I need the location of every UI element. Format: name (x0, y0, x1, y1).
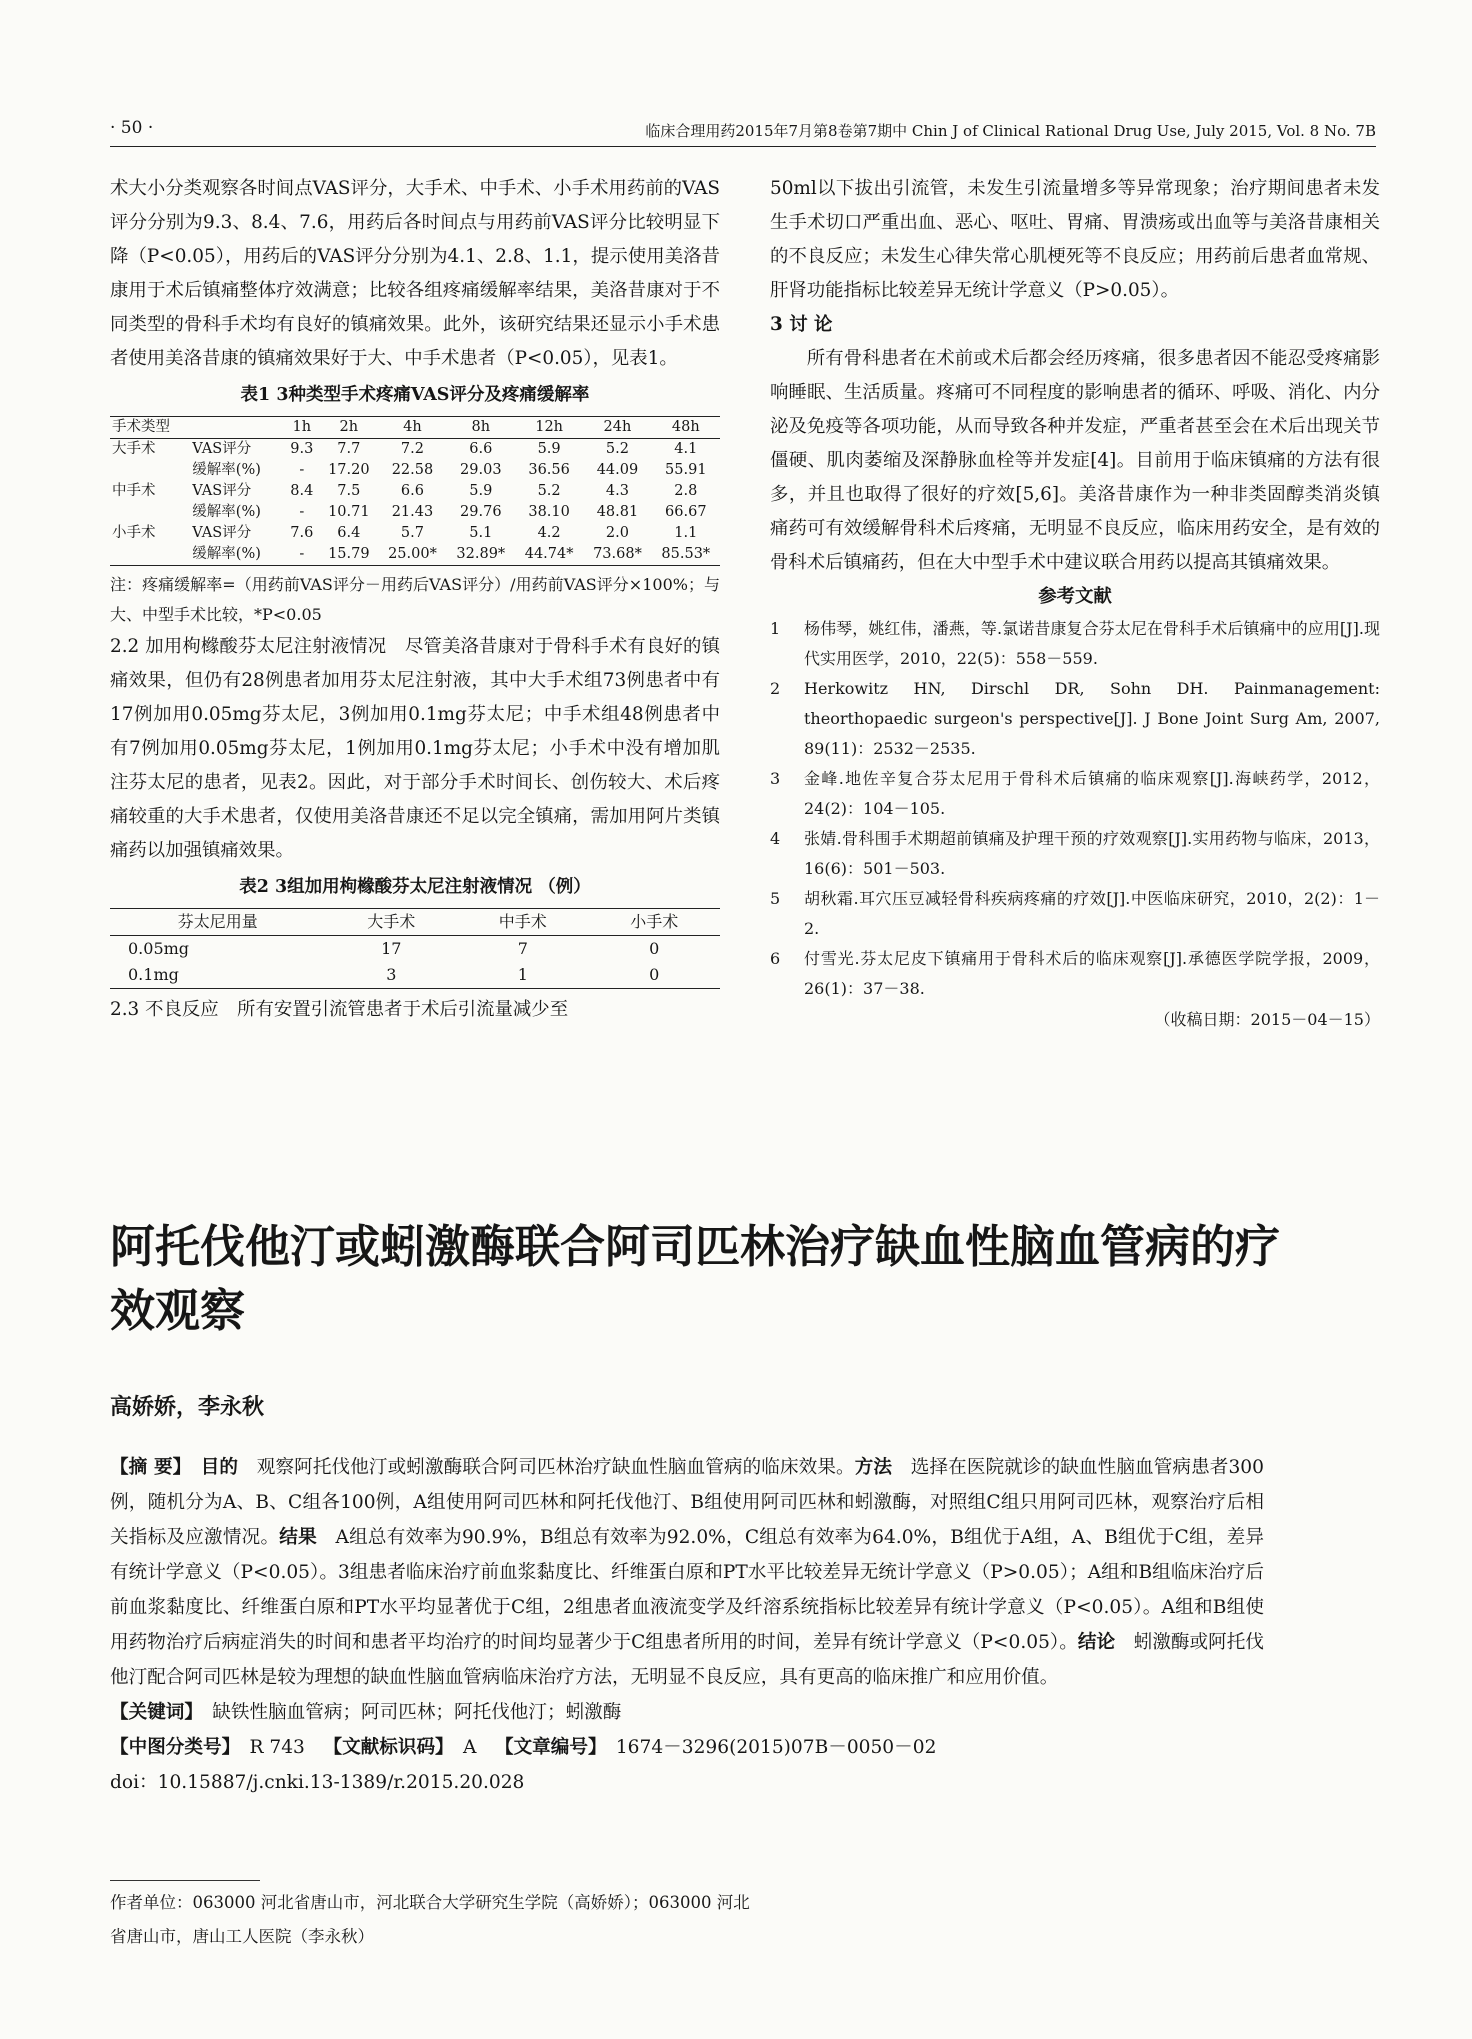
table-cell: 55.91 (665, 462, 707, 478)
table-cell: 5.2 (605, 441, 629, 457)
table-cell: 44.09 (596, 462, 639, 478)
table1-caption: 表1 3种类型手术疼痛VAS评分及疼痛缓解率 (240, 385, 590, 405)
keywords-text: 缺铁性脑血管病；阿司匹林；阿托伐他汀；蚓激酶 (212, 1702, 622, 1723)
method-text: 选择在医院就诊的缺血性脑血管病患者300例，随机分为A、B、C组各100例，A组使用阿司匹林和阿托伐他汀、B组使用阿司匹林和蚓激酶，对照组C组只用阿司匹林，观察治疗后相关指标及应激情况。 (110, 1457, 1264, 1548)
table-row (110, 502, 720, 523)
section-heading: 2.2 加用枸橼酸芬太尼注射液情况 (110, 636, 387, 657)
table-cell: 29.76 (460, 504, 502, 520)
table-cell: 36.56 (528, 462, 570, 478)
received-date: （收稿日期：2015－04－15） (1154, 1010, 1380, 1029)
reference-text: Herkowitz HN, Dirschl DR, Sohn DH. Painmanagement: theorthopaedic surgeon's perspective[J]. J Bone Joint Surg Am, 2007, 89(11)：2532－2535. (804, 679, 1380, 758)
table-cell: 缓解率(%) (192, 504, 261, 520)
table-cell: 8.4 (290, 483, 314, 499)
artno-value: 1674－3296(2015)07B－0050－02 (615, 1737, 937, 1758)
col-header: 大手术 (326, 909, 457, 936)
table-cell: 48.81 (596, 504, 639, 520)
table-cell: 3 (386, 965, 397, 984)
table2 (110, 908, 720, 989)
table-cell: 73.68* (593, 546, 642, 562)
table-cell (110, 460, 190, 481)
col-header: 中手术 (457, 909, 588, 936)
table-cell: 44.74* (524, 546, 574, 562)
table-cell: 4.3 (605, 483, 629, 499)
table-cell: 4.1 (674, 441, 698, 457)
reference-number: 2 (770, 679, 781, 698)
keywords-label: 【关键词】 (110, 1702, 203, 1723)
col-header: 12h (515, 417, 583, 439)
table1-note: 注：疼痛缓解率=（用药前VAS评分－用药后VAS评分）/用药前VAS评分×100%；与大、中型手术比较，*P<0.05 (110, 575, 720, 624)
table-cell (110, 544, 190, 566)
table2-header-row (110, 909, 720, 936)
article-title: 阿托伐他汀或蚓激酶联合阿司匹林治疗缺血性脑血管病的疗效观察 (110, 1220, 1281, 1337)
abstract-block (110, 1450, 1264, 1800)
author-affiliation: 作者单位：063000 河北省唐山市，河北联合大学研究生学院（高娇娇）；063000 河北省唐山市，唐山工人医院（李永秋） (110, 1893, 750, 1946)
section-2-2 (110, 630, 720, 868)
table-cell: 4.2 (537, 525, 561, 541)
table-cell: 22.58 (391, 462, 434, 478)
table-cell: 7.5 (337, 483, 361, 499)
reference-item (770, 764, 1380, 824)
reference-text: 付雪光.芬太尼皮下镇痛用于骨科术后的临床观察[J].承德医学院学报，2009，26(1)：37－38. (804, 949, 1380, 998)
table-cell: 2.8 (674, 483, 698, 499)
reference-item (770, 944, 1380, 1004)
table-row (110, 460, 720, 481)
table-cell: 7.7 (337, 441, 361, 457)
reference-text: 杨伟琴，姚红伟，潘燕，等.氯诺昔康复合芬太尼在骨科手术后镇痛中的应用[J].现代实用医学，2010，22(5)：558－559. (804, 619, 1380, 668)
reference-text: 金峰.地佐辛复合芬太尼用于骨科术后镇痛的临床观察[J].海峡药学，2012，24(2)：104－105. (804, 769, 1380, 818)
table1-header-row (110, 417, 720, 439)
table-cell: 5.2 (537, 483, 561, 499)
table-cell: 小手术 (112, 525, 156, 541)
objective-text: 观察阿托伐他汀或蚓激酶联合阿司匹林治疗缺血性脑血管病的临床效果。 (256, 1457, 855, 1478)
table-cell: 29.03 (460, 462, 502, 478)
section-heading: 2.3 不良反应 (110, 999, 219, 1020)
abstract-label: 【摘 要】 (110, 1457, 192, 1478)
objective-label: 目的 (200, 1457, 239, 1478)
classification (110, 1730, 1264, 1765)
table-cell: VAS评分 (192, 525, 252, 541)
reference-item (770, 824, 1380, 884)
table-cell: - (299, 546, 305, 562)
col-header: 手术类型 (110, 417, 190, 439)
col-header: 2h (319, 417, 378, 439)
table-cell: 5.9 (537, 441, 561, 457)
table-cell: 7.2 (400, 441, 424, 457)
reference-number: 6 (770, 949, 781, 968)
clc-value: R 743 (249, 1737, 305, 1758)
table-cell: 0 (649, 939, 660, 958)
table-cell: 缓解率(%) (192, 462, 261, 478)
table-cell (110, 502, 190, 523)
table-row (110, 936, 720, 963)
section-text: 尽管美洛昔康对于骨科手术有良好的镇痛效果，但仍有28例患者加用芬太尼注射液，其中大手术组73例患者中有17例加用0.05mg芬太尼，3例加用0.1mg芬太尼；中手术组48例患者中有7例加用0.05mg芬太尼，1例加用0.1mg芬太尼；小手术中没有增加肌注芬太尼的患者，见表2。因此，对于部分手术时间长、创伤较大、术后疼痛较重的大手术患者，仅使用美洛昔康还不足以完全镇痛，需加用阿片类镇痛药以加强镇痛效果。 (110, 636, 720, 861)
table-cell: 5.1 (469, 525, 493, 541)
abstract (110, 1450, 1264, 1695)
table-cell: 21.43 (391, 504, 434, 520)
table-cell: 15.79 (328, 546, 370, 562)
conclusion-label: 结论 (1077, 1632, 1116, 1653)
discussion-text: 所有骨科患者在术前或术后都会经历疼痛，很多患者因不能忍受疼痛影响睡眠、生活质量。疼痛可不同程度的影响患者的循环、呼吸、消化、内分泌及免疫等各项功能，从而导致各种并发症，严重者甚至会在术后出现关节僵硬、肌肉萎缩及深静脉血栓等并发症[4]。目前用于临床镇痛的方法有很多，并且也取得了很好的疗效[5,6]。美洛昔康作为一种非类固醇类消炎镇痛药可有效缓解骨科术后疼痛，无明显不良反应，临床用药安全，是有效的骨科术后镇痛药，但在大中型手术中建议联合用药以提高其镇痛效果。 (770, 348, 1380, 573)
reference-number: 1 (770, 619, 781, 638)
table-cell: - (299, 462, 305, 478)
col-header (190, 417, 284, 439)
doi: doi：10.15887/j.cnki.13-1389/r.2015.20.028 (110, 1772, 525, 1793)
table-cell: 缓解率(%) (192, 546, 261, 562)
artno-label: 【文章编号】 (494, 1737, 607, 1758)
table-cell: 85.53* (661, 546, 711, 562)
reference-number: 5 (770, 889, 781, 908)
paragraph: 50ml以下拔出引流管，未发生引流量增多等异常现象；治疗期间患者未发生手术切口严重出血、恶心、呕吐、胃痛、胃溃疡或出血等与美洛昔康相关的不良反应；未发生心律失常心肌梗死等不良反应；用药前后患者血常规、肝肾功能指标比较差异无统计学意义（P>0.05）。 (770, 178, 1380, 301)
references-heading: 参考文献 (1038, 586, 1112, 607)
table-cell: 中手术 (112, 483, 156, 499)
reference-number: 4 (770, 829, 781, 848)
table-cell: 17 (381, 939, 402, 958)
table-cell: VAS评分 (192, 483, 252, 499)
table-cell: 1.1 (674, 525, 698, 541)
table-cell: 7.6 (290, 525, 314, 541)
table1 (110, 416, 720, 566)
reference-item (770, 614, 1380, 674)
table-cell: 大手术 (112, 441, 156, 457)
reference-item (770, 884, 1380, 944)
running-header (110, 118, 1376, 147)
table-row (110, 439, 720, 461)
doccode-label: 【文献标识码】 (323, 1737, 454, 1758)
table-cell: 6.6 (469, 441, 493, 457)
table-row (110, 962, 720, 989)
table-cell: 1 (517, 965, 528, 984)
result-text: A组总有效率为90.9%，B组总有效率为92.0%，C组总有效率为64.0%，B组优于A组，A、B组优于C组，差异有统计学意义（P<0.05）。3组患者临床治疗前血浆黏度比、纤维蛋白原和PT水平比较差异无统计学意义（P>0.05）；A组和B组临床治疗后前血浆黏度比、纤维蛋白原和PT水平均显著优于C组，2组患者血液流变学及纤溶系统指标比较差异有统计学意义（P<0.05）。A组和B组使用药物治疗后病症消失的时间和患者平均治疗的时间均显著少于C组患者所用的时间，差异有统计学意义（P<0.05）。 (110, 1527, 1264, 1653)
table-cell: VAS评分 (192, 441, 252, 457)
table-row (110, 481, 720, 502)
table-cell: 0.05mg (128, 939, 190, 958)
col-header: 24h (583, 417, 651, 439)
table-cell: 0.1mg (128, 965, 179, 984)
table-cell: 6.6 (400, 483, 424, 499)
method-label: 方法 (854, 1457, 893, 1478)
section-heading-discussion: 3 讨 论 (770, 314, 833, 335)
journal-citation: 临床合理用药2015年7月第8卷第7期中 Chin J of Clinical Rational Drug Use, July 2015, Vol. 8 No. 7B (645, 122, 1376, 140)
table-cell: 5.9 (469, 483, 493, 499)
reference-item (770, 674, 1380, 764)
keywords (110, 1695, 1264, 1730)
col-header: 芬太尼用量 (110, 909, 326, 936)
table-cell: 7 (517, 939, 528, 958)
col-header: 小手术 (589, 909, 720, 936)
page-number: · 50 · (110, 118, 154, 138)
clc-label: 【中图分类号】 (110, 1737, 241, 1758)
table-cell: - (299, 504, 305, 520)
paragraph: 术大小分类观察各时间点VAS评分，大手术、中手术、小手术用药前的VAS评分分别为9.3、8.4、7.6，用药后各时间点与用药前VAS评分比较明显下降（P<0.05），用药后的VAS评分分别为4.1、2.8、1.1，提示使用美洛昔康用于术后镇痛整体疗效满意；比较各组疼痛缓解率结果，美洛昔康对于不同类型的骨科手术均有良好的镇痛效果。此外，该研究结果还显示小手术患者使用美洛昔康的镇痛效果好于大、中手术患者（P<0.05），见表1。 (110, 178, 720, 369)
col-header: 8h (447, 417, 515, 439)
left-column (110, 172, 720, 1027)
section-2-3 (110, 993, 720, 1027)
table-cell: 66.67 (665, 504, 707, 520)
section-text: 所有安置引流管患者于术后引流量减少至 (237, 999, 569, 1020)
table-cell: 10.71 (328, 504, 370, 520)
reference-text: 胡秋霜.耳穴压豆减轻骨科疾病疼痛的疗效[J].中医临床研究，2010，2(2)：1－2. (804, 889, 1380, 938)
table-cell: 2.0 (605, 525, 629, 541)
references-list (770, 614, 1380, 1004)
table-cell: 32.89* (456, 546, 506, 562)
table-row (110, 544, 720, 566)
col-header: 1h (284, 417, 319, 439)
col-header: 48h (652, 417, 720, 439)
reference-text: 张婧.骨科围手术期超前镇痛及护理干预的疗效观察[J].实用药物与临床，2013，16(6)：501－503. (804, 829, 1380, 878)
table-row (110, 523, 720, 544)
article-authors: 高娇娇，李永秋 (110, 1394, 265, 1420)
conclusion-text: 蚓激酶或阿托伐他汀配合阿司匹林是较为理想的缺血性脑血管病临床治疗方法，无明显不良反应，具有更高的临床推广和应用价值。 (110, 1632, 1264, 1688)
right-column (770, 172, 1380, 1036)
table-cell: 5.7 (400, 525, 424, 541)
footnote-rule (110, 1880, 260, 1881)
table-cell: 9.3 (290, 441, 314, 457)
table-cell: 25.00* (388, 546, 437, 562)
reference-number: 3 (770, 769, 781, 788)
table-cell: 0 (649, 965, 660, 984)
table-cell: 6.4 (337, 525, 361, 541)
table2-caption: 表2 3组加用枸橼酸芬太尼注射液情况 （例） (239, 877, 591, 897)
doccode-value: A (462, 1737, 477, 1758)
result-label: 结果 (279, 1527, 317, 1548)
table-cell: 38.10 (528, 504, 570, 520)
col-header: 4h (378, 417, 446, 439)
table-cell: 17.20 (328, 462, 370, 478)
